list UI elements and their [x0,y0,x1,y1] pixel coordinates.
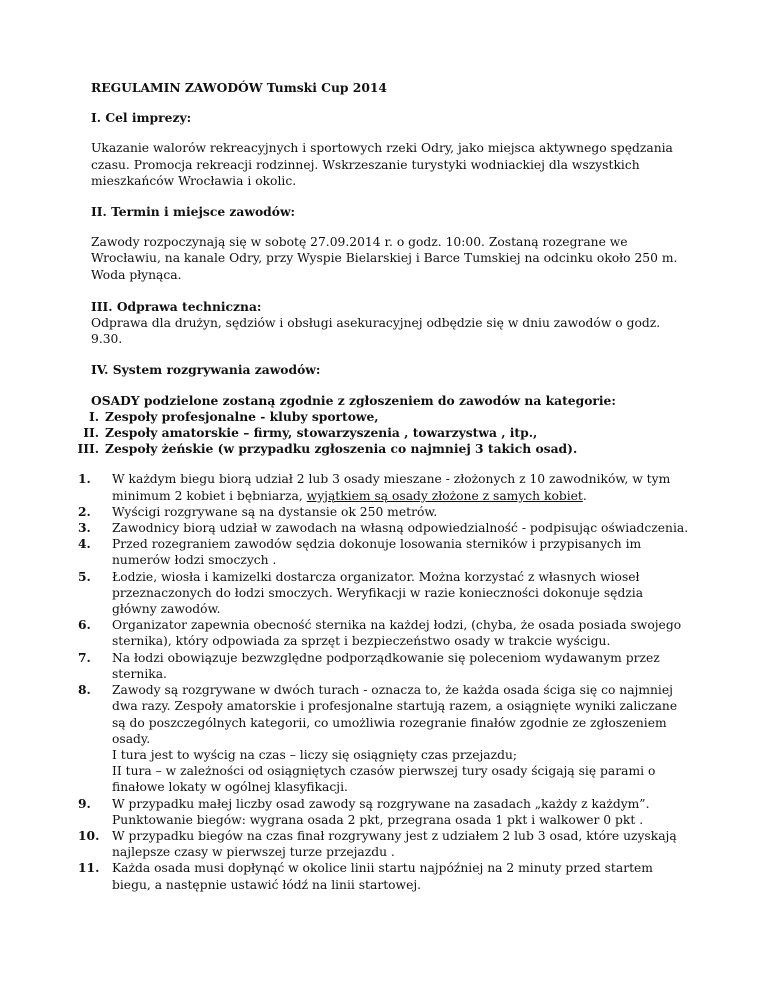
rule-item [78,649,691,682]
section-3-heading: III. Odprawa techniczna: [91,298,262,314]
category-item [83,425,691,441]
category-item [77,441,691,457]
rule-item [78,827,691,860]
rule-item [78,617,691,649]
section-4-heading: IV. System rozgrywania zawodów: [91,362,321,378]
rule-item [78,795,691,828]
rule-text: W przypadku małej liczby osad zawody są rozgrywane na zasadach „każdy z każdym”. Punktowanie biegów: wygrana osada 2 pkt, przegrana osada 1 pkt i walkower 0 pkt . [112,796,650,827]
rule-number: 11. [78,860,100,876]
rules-list [78,471,691,892]
rule-item [78,568,691,618]
section-1-text: Ukazanie walorów rekreacyjnych i sportowych rzeki Odry, jako miejsca aktywnego spędzania czasu. Promocja rekreacji rodzinnej. Wskrzeszanie turystyki wodniackiej dla wszystkich mieszkańców Wrocławia i okolic. [91,141,673,188]
rule-item [78,536,691,568]
rule-number: 9. [78,795,91,811]
section-2-text: Zawody rozpoczynają się w sobotę 27.09.2014 r. o godz. 10:00. Zostaną rozegrane we Wrocławiu, na kanale Odry, przy Wyspie Bielarskiej i Barce Tumskiej na odcinku około 250 m. Woda płynąca. [91,235,678,282]
rule-underlined-text: wyjątkiem są osady złożone z samych kobiet [306,488,583,503]
rule-item [78,520,691,536]
rule-number: 4. [78,536,91,552]
category-text: Zespoły profesjonalne - kluby sportowe, [105,408,379,424]
category-number: I. [88,408,99,424]
rule-text: Na łodzi obowiązuje bezwzględne podporządkowanie się poleceniom wydawanym przez sternika. [112,650,660,681]
rule-text: Zawodnicy biorą udział w zawodach na własną odpowiedzialność - podpisując oświadczenia. [112,521,689,536]
rule-8-tour-2: II tura – w zależności od osiągniętych czasów pierwszej tury osady ścigają się parami o finałowe lokaty w ogólnej klasyfikacji. [112,764,656,795]
rule-8-tour-1: I tura jest to wyścig na czas – liczy się osiągnięty czas przejazdu; [112,747,518,762]
rule-item [78,682,691,795]
rule-number: 8. [78,682,91,698]
category-number: II. [83,425,99,441]
category-item [88,408,691,425]
category-number: III. [77,441,99,457]
categories-intro: OSADY podzielone zostaną zgodnie z zgłoszeniem do zawodów na kategorie: [91,392,616,408]
rule-text: Zawody są rozgrywane w dwóch turach - oznacza to, że każda osada ściga się co najmniej dwa razy. Zespoły amatorskie i profesjonalne startują razem, a osiągnięte wyniki zaliczane są do poszczególnych kategorii, co umożliwia rozegranie finałów zgodnie ze zgłoszeniem osady. [112,683,678,746]
rule-number: 3. [78,520,91,536]
rule-text: W przypadku biegów na czas finał rozgrywany jest z udziałem 2 lub 3 osad, które uzyskają najlepsze czasy w pierwszej turze przejazdu . [112,828,677,860]
rule-number: 2. [78,503,91,519]
rule-text: Wyścigi rozgrywane są na dystansie ok 250 metrów. [112,504,438,519]
rule-number: 10. [78,827,100,843]
rule-item [78,860,691,892]
categories-list [77,408,691,458]
rule-text: Każda osada musi dopłynąć w okolice linii startu najpóźniej na 2 minuty przed startem biegu, a następnie ustawić łódź na linii startowej. [112,861,653,892]
rule-text: Organizator zapewnia obecność sternika na każdej łodzi, (chyba, że osada posiada swojego sternika), który odpowiada za sprzęt i bezpieczeństwo osady w trakcie wyścigu. [112,618,682,649]
rule-text: Łodzie, wiosła i kamizelki dostarcza organizator. Można korzystać z własnych wioseł przeznaczonych do łodzi smoczych. Weryfikacji w razie konieczności dokonuje sędzia główny zawodów. [112,569,644,617]
document-title: REGULAMIN ZAWODÓW Tumski Cup 2014 [91,80,387,95]
section-2-heading: II. Termin i miejsce zawodów: [91,204,296,220]
rule-item [78,471,691,503]
rule-item [78,503,691,520]
rule-number: 5. [78,568,91,584]
category-text: Zespoły żeńskie (w przypadku zgłoszenia co najmniej 3 takich osad). [105,441,578,457]
rule-text: Przed rozegraniem zawodów sędzia dokonuje losowania sterników i przypisanych im numerów łodzi smoczych . [112,537,642,568]
category-text: Zespoły amatorskie – firmy, stowarzyszenia , towarzystwa , itp., [105,425,538,441]
document-page [77,80,691,893]
rule-text: W każdym biegu biorą udział 2 lub 3 osady mieszane - złożonych z 10 zawodników, w tym minimum 2 kobiet i bębniarza, [112,472,671,503]
rule-number: 6. [78,617,91,633]
rule-number: 1. [78,471,91,487]
rule-text-end: . [582,488,587,503]
section-1-heading: I. Cel imprezy: [91,110,192,126]
section-3-text: Odprawa dla drużyn, sędziów i obsługi asekuracyjnej odbędzie się w dniu zawodów o godz. 9.30. [91,316,661,347]
rule-number: 7. [78,649,91,665]
